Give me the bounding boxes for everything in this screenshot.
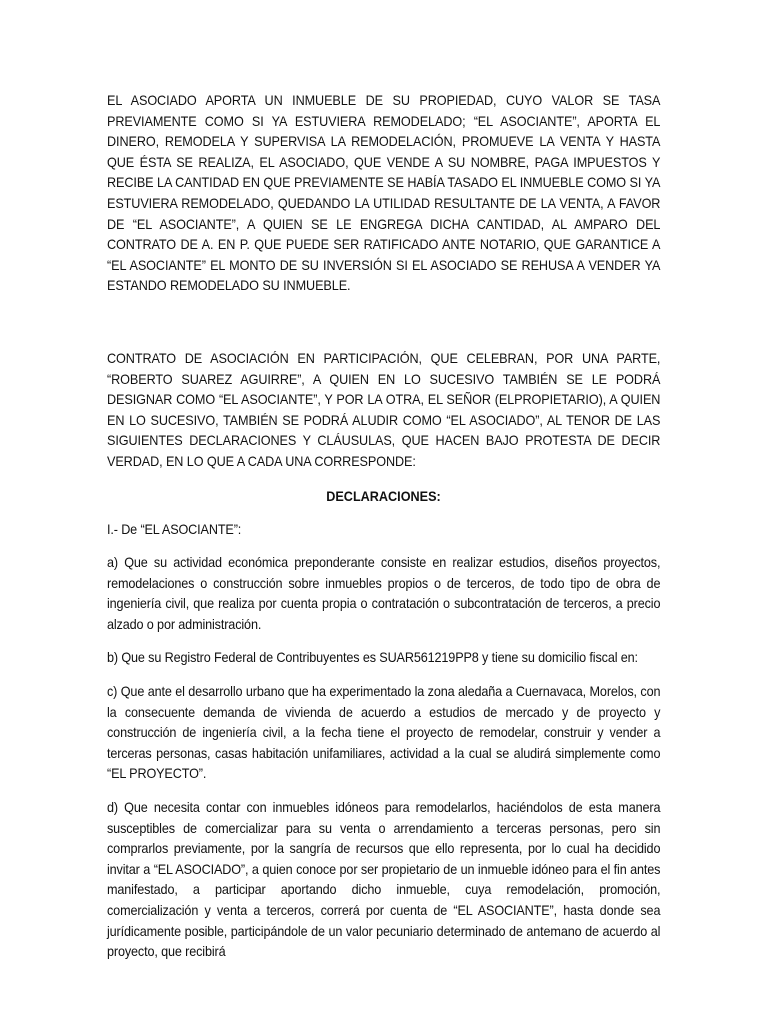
spacer	[107, 297, 660, 349]
spacer	[107, 635, 660, 648]
declarations-heading: DECLARACIONES:	[326, 488, 441, 504]
spacer	[107, 473, 660, 487]
section-label-asociante: I.- De “EL ASOCIANTE”:	[107, 521, 242, 537]
spacer	[107, 785, 660, 798]
spacer	[107, 540, 660, 553]
summary-paragraph: EL ASOCIADO APORTA UN INMUEBLE DE SU PROPIEDAD, CUYO VALOR SE TASA PREVIAMENTE COMO SI YA ESTUVIERA REMODELADO; “EL ASOCIANTE”, APORTA EL DINERO, REMODELA Y SUPERVISA LA REMODELACIÓN, PROMUEVE LA VENTA Y HASTA QUE ÉSTA SE REALIZA, EL ASOCIADO, QUE VENDE A SU NOMBRE, PAGA IMPUESTOS Y RECIBE LA CANTIDAD EN QUE PREVIAMENTE SE HABÍA TASADO EL INMUEBLE COMO SI YA ESTUVIERA REMODELADO, QUEDANDO LA UTILIDAD RESULTANTE DE LA VENTA, A FAVOR DE “EL ASOCIANTE”, A QUIEN SE LE ENGREGA DICHA CANTIDAD, AL AMPARO DEL CONTRATO DE A. EN P. QUE PUEDE SER RATIFICADO ANTE NOTARIO, QUE GARANTICE A “EL ASOCIANTE” EL MONTO DE SU INVERSIÓN SI EL ASOCIADO SE REHUSA A VENDER YA ESTANDO REMODELADO SU INMUEBLE.	[107, 93, 661, 294]
document-body	[107, 91, 660, 963]
contract-preamble-paragraph: CONTRATO DE ASOCIACIÓN EN PARTICIPACIÓN, QUE CELEBRAN, POR UNA PARTE, “ROBERTO SUAREZ AGUIRRE”, A QUIEN EN LO SUCESIVO TAMBIÉN SE LE PODRÁ DESIGNAR COMO “EL ASOCIANTE”, Y POR LA OTRA, EL SEÑOR (ELPROPIETARIO), A QUIEN EN LO SUCESIVO, TAMBIÉN SE PODRÁ ALUDIR COMO “EL ASOCIADO”, AL TENOR DE LAS SIGUIENTES DECLARACIONES Y CLÁUSULAS, QUE HACEN BAJO PROTESTA DE DECIR VERDAD, EN LO QUE A CADA UNA CORRESPONDE:	[107, 350, 661, 469]
spacer	[107, 507, 660, 520]
clause-a: a) Que su actividad económica preponderante consiste en realizar estudios, diseños proyectos, remodelaciones o construcción sobre inmuebles propios o de terceros, de todo tipo de obra de ingeniería civil, que realiza por cuenta propia o contratación o subcontratación de terceros, a precio alzado o por administración.	[107, 555, 661, 632]
clause-b: b) Que su Registro Federal de Contribuyentes es SUAR561219PP8 y tiene su domicilio fiscal en:	[107, 650, 638, 666]
spacer	[107, 669, 660, 682]
clause-c: c) Que ante el desarrollo urbano que ha experimentado la zona aledaña a Cuernavaca, Morelos, con la consecuente demanda de vivienda de acuerdo a estudios de mercado y de proyecto y construcción de ingeniería civil, a la fecha tiene el proyecto de remodelar, construir y vender a terceras personas, casas habitación unifamiliares, actividad a la cual se aludirá simplemente como “EL PROYECTO”.	[107, 684, 661, 782]
clause-d: d) Que necesita contar con inmuebles idóneos para remodelarlos, haciéndolos de esta manera susceptibles de comercializar para su venta o arrendamiento a terceras personas, pero sin comprarlos previamente, por la sangría de recursos que ello representa, por lo cual ha decidido invitar a “EL ASOCIADO”, a quien conoce por ser propietario de un inmueble idóneo para el fin antes manifestado, a participar aportando dicho inmueble, cuya remodelación, promoción, comercialización y venta a terceros, correrá por cuenta de “EL ASOCIANTE”, hasta donde sea jurídicamente posible, participándole de un valor pecuniario determinado de antemano de acuerdo al proyecto, que recibirá	[107, 800, 661, 960]
